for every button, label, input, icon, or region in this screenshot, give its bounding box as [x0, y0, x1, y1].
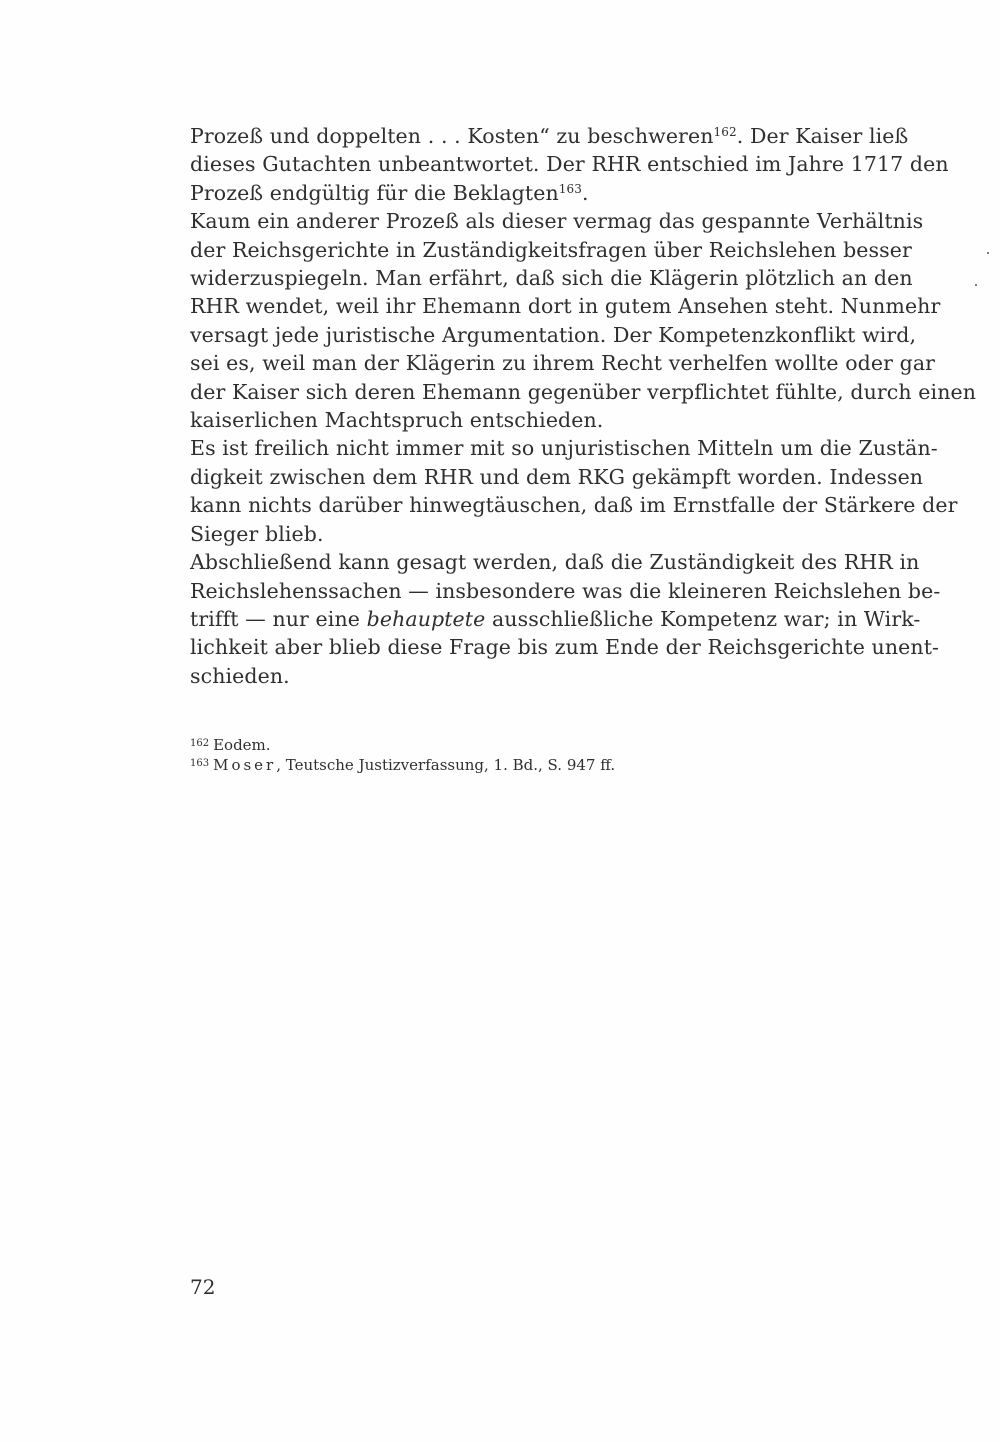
text-line-5: der Reichsgerichte in Zuständigkeitsfragen über Reichslehen besser [190, 237, 912, 262]
text-line-14: kann nichts darüber hinwegtäuschen, daß im Ernstfalle der Stärkere der [190, 493, 958, 518]
footnote-163 [190, 755, 810, 775]
scan-mark [987, 252, 989, 254]
emphasized-word: behauptete [366, 606, 486, 631]
main-text [190, 122, 977, 690]
footnote-text: , Teutsche Justizverfassung, 1. Bd., S. 947 ff. [276, 756, 616, 774]
text-line-19: lichkeit aber blieb diese Frage bis zum Ende der Reichsgerichte unent- [190, 635, 940, 660]
text-line-20: schieden. [190, 663, 290, 688]
text-line-7: RHR wendet, weil ihr Ehemann dort in gutem Ansehen steht. Nunmehr [190, 294, 941, 319]
text-line-16: Abschließend kann gesagt werden, daß die Zuständigkeit des RHR in [190, 550, 920, 575]
footnotes [190, 735, 810, 775]
text-line-12: Es ist freilich nicht immer mit so unjuristischen Mitteln um die Zustän- [190, 436, 938, 461]
text-line-17: Reichslehenssachen — insbesondere was die kleineren Reichslehen be- [190, 578, 941, 603]
scan-mark [975, 284, 977, 286]
text-line-11: kaiserlichen Machtspruch entschieden. [190, 408, 604, 433]
text-line-2: dieses Gutachten unbeantwortet. Der RHR entschied im Jahre 1717 den [190, 152, 949, 177]
text-line-8: versagt jede juristische Argumentation. Der Kompetenzkonflikt wird, [190, 322, 917, 347]
page-number: 72 [190, 1275, 216, 1299]
footnote-number: 162 [190, 738, 210, 749]
text-line-15: Sieger blieb. [190, 521, 324, 546]
text-line-13: digkeit zwischen dem RHR und dem RKG gekämpft worden. Indessen [190, 464, 924, 489]
footnote-162 [190, 735, 810, 755]
text-line-9: sei es, weil man der Klägerin zu ihrem Recht verhelfen wollte oder gar [190, 351, 936, 376]
text-line-10: der Kaiser sich deren Ehemann gegenüber verpflichtet fühlte, durch einen [190, 379, 977, 404]
footnote-ref-163: 163 [558, 181, 582, 196]
footnote-ref-162: 162 [713, 124, 737, 139]
footnote-number: 163 [190, 758, 210, 769]
footnote-text: Eodem. [213, 736, 271, 754]
text-line-18: trifft — nur eine behauptete ausschließliche Kompetenz war; in Wirk- [190, 606, 921, 631]
text-line-6: widerzuspiegeln. Man erfährt, daß sich die Klägerin plötzlich an den [190, 266, 913, 291]
text-line-3: Prozeß endgültig für die Beklagten$^{163}$. [190, 180, 589, 205]
text-line-4: Kaum ein anderer Prozeß als dieser vermag das gespannte Verhältnis [190, 209, 924, 234]
footnote-author: Moser [213, 756, 277, 774]
text-line-1: Prozeß und doppelten . . . Kosten“ zu beschweren$^{162}$. Der Kaiser ließ [190, 124, 909, 148]
